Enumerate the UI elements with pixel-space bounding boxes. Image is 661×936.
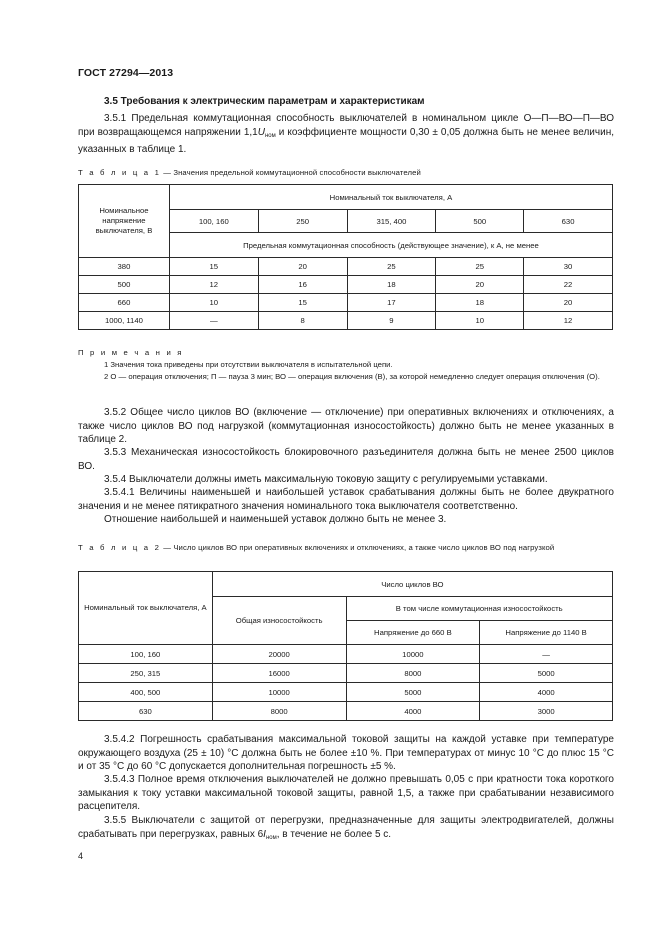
t1-cell: 30 [524, 258, 613, 276]
t1-current-col: 630 [524, 210, 613, 233]
paragraph-3-5-4-1: 3.5.4.1 Величины наименьшей и наибольшей уставок срабатывания должны быть не более двукратного значения и не менее пятикратного значения номинального тока выключателя соответственно. [78, 487, 614, 512]
t2-cell: 630 [79, 702, 213, 721]
t1-cell: 16 [258, 276, 347, 294]
t2-comm-header: В том числе коммутационная износостойкость [346, 597, 612, 621]
t2-cell: 8000 [346, 664, 480, 683]
table-row [79, 702, 613, 721]
table-row [79, 294, 613, 312]
t2-v1140-header: Напряжение до 1140 В [480, 621, 613, 645]
t2-cell: 400, 500 [79, 683, 213, 702]
table2-caption-prefix: Т а б л и ц а 2 [78, 543, 162, 552]
t1-current-col: 500 [436, 210, 524, 233]
t1-cell: 20 [436, 276, 524, 294]
document-header: ГОСТ 27294—2013 [78, 67, 174, 79]
t1-cell: 15 [258, 294, 347, 312]
table-row [79, 312, 613, 330]
t1-cell: 9 [347, 312, 436, 330]
t2-cell: — [480, 645, 613, 664]
t2-cell: 250, 315 [79, 664, 213, 683]
table-row [79, 664, 613, 683]
t1-cell: 660 [79, 294, 170, 312]
t1-cell: 12 [524, 312, 613, 330]
table2-caption-text: — Число циклов ВО при оперативных включениях и отключениях, а также число циклов ВО под нагрузкой [161, 543, 555, 552]
t1-cell: 500 [79, 276, 170, 294]
note-1: 1 Значения тока приведены при отсутствии выключателя в испытательной цепи. [104, 360, 393, 369]
p351-subscript: ном [264, 132, 276, 139]
paragraph-3-5-4-3: 3.5.4.3 Полное время отключения выключателей не должно превышать 0,05 с при кратности тока короткого замыкания к току уставки максимальной токовой защиты, равной 1,5, а также при срабатывании независимого расцепителя. [78, 774, 614, 812]
t1-cell: 15 [169, 258, 258, 276]
t1-cell: 18 [347, 276, 436, 294]
paragraph-3-5-3: 3.5.3 Механическая износостойкость блокировочного разъединителя должна быть не менее 2500 циклов ВО. [78, 447, 614, 472]
t1-current-col: 100, 160 [169, 210, 258, 233]
p351-voltage-symbol: U [257, 126, 265, 138]
p351-text-a: 3.5.1 Предельная коммутационная способность выключателей в номинальном цикле О—П—ВО—П—ВО при возвращающемся напряжении 1,1 [78, 113, 614, 138]
t2-group-header: Число циклов ВО [212, 572, 612, 597]
table-row [79, 276, 613, 294]
table1-caption [78, 167, 614, 178]
p355-current-symbol: I [263, 828, 266, 840]
paragraph-3-5-4: 3.5.4 Выключатели должны иметь максимальную токовую защиту с регулируемыми уставками. [104, 474, 548, 485]
t1-cell: 25 [347, 258, 436, 276]
table-row [79, 645, 613, 664]
table1-caption-prefix: Т а б л и ц а 1 [78, 168, 162, 177]
paragraph-3-5-1 [78, 112, 614, 157]
table-2 [78, 571, 613, 721]
t2-cell: 20000 [212, 645, 346, 664]
t2-cell: 10000 [212, 683, 346, 702]
table-row [79, 258, 613, 276]
note-2: 2 О — операция отключения; П — пауза 3 мин; ВО — операция включения (В), за которой немедленно следует операция отключения (О). [104, 372, 600, 381]
table1-caption-text: — Значения предельной коммутационной способности выключателей [161, 168, 421, 177]
table-row [79, 683, 613, 702]
t2-cell: 16000 [212, 664, 346, 683]
paragraph-3-5-4-1-ratio: Отношение наибольшей и наименьшей уставок должно быть не менее 3. [104, 514, 447, 525]
t2-cell: 10000 [346, 645, 480, 664]
t1-sub-header: Предельная коммутационная способность (действующее значение), к А, не менее [169, 233, 612, 258]
t1-cell: 10 [436, 312, 524, 330]
section-heading: 3.5 Требования к электрическим параметрам и характеристикам [104, 96, 425, 107]
paragraph-3-5-4-2: 3.5.4.2 Погрешность срабатывания максимальной токовой защиты на каждой уставке при температуре окружающего воздуха (25 ± 10) °С должна быть не более ±10 %. При температурах от минус 10 °С до плюс 15 °С и от 35 °С до 60 °С допускается дополнительная погрешность ±5 %. [78, 734, 614, 772]
t1-cell: 22 [524, 276, 613, 294]
t1-cell: 12 [169, 276, 258, 294]
t2-cell: 100, 160 [79, 645, 213, 664]
t1-cell: — [169, 312, 258, 330]
t2-cell: 5000 [480, 664, 613, 683]
t2-cell: 4000 [346, 702, 480, 721]
t2-cell: 5000 [346, 683, 480, 702]
p351-text-b: и коэффициенте мощности 0,30 ± 0,05 должна быть не менее величин, указанных в таблице 1. [78, 126, 614, 155]
t2-v660-header: Напряжение до 660 В [346, 621, 480, 645]
t2-total-header: Общая износостойкость [212, 597, 346, 645]
notes-title: П р и м е ч а н и я [78, 348, 184, 357]
t1-current-col: 315, 400 [347, 210, 436, 233]
t1-cell: 380 [79, 258, 170, 276]
t1-cell: 10 [169, 294, 258, 312]
table2-caption [78, 542, 614, 553]
t1-cell: 20 [258, 258, 347, 276]
page-number: 4 [78, 851, 84, 861]
t1-cell: 25 [436, 258, 524, 276]
t1-group-header: Номинальный ток выключателя, А [169, 185, 612, 210]
t1-cell: 20 [524, 294, 613, 312]
t1-current-col: 250 [258, 210, 347, 233]
t2-stub-header: Номинальный ток выключателя, А [79, 572, 213, 645]
t1-cell: 1000, 1140 [79, 312, 170, 330]
t2-cell: 8000 [212, 702, 346, 721]
table-1 [78, 184, 613, 330]
paragraph-3-5-2: 3.5.2 Общее число циклов ВО (включение — отключение) при оперативных включениях и отключениях, а также число циклов ВО под нагрузкой (коммутационная износостойкость) должно быть не менее указанных в таблице 2. [78, 407, 614, 445]
t1-cell: 17 [347, 294, 436, 312]
t1-stub-header: Номинальное напряжение выключателя, В [79, 185, 170, 258]
t1-cell: 18 [436, 294, 524, 312]
t2-cell: 4000 [480, 683, 613, 702]
t1-cell: 8 [258, 312, 347, 330]
p355-text-b: , в течение не более 5 с. [276, 828, 392, 840]
p355-text-a: 3.5.5 Выключатели с защитой от перегрузки, предназначенные для защиты электродвигателей, должны срабатывать при перегрузках, равных 6 [78, 815, 614, 840]
t2-cell: 3000 [480, 702, 613, 721]
p355-subscript: ном [265, 834, 277, 841]
paragraph-3-5-5 [78, 814, 614, 845]
notes-block [78, 347, 614, 383]
